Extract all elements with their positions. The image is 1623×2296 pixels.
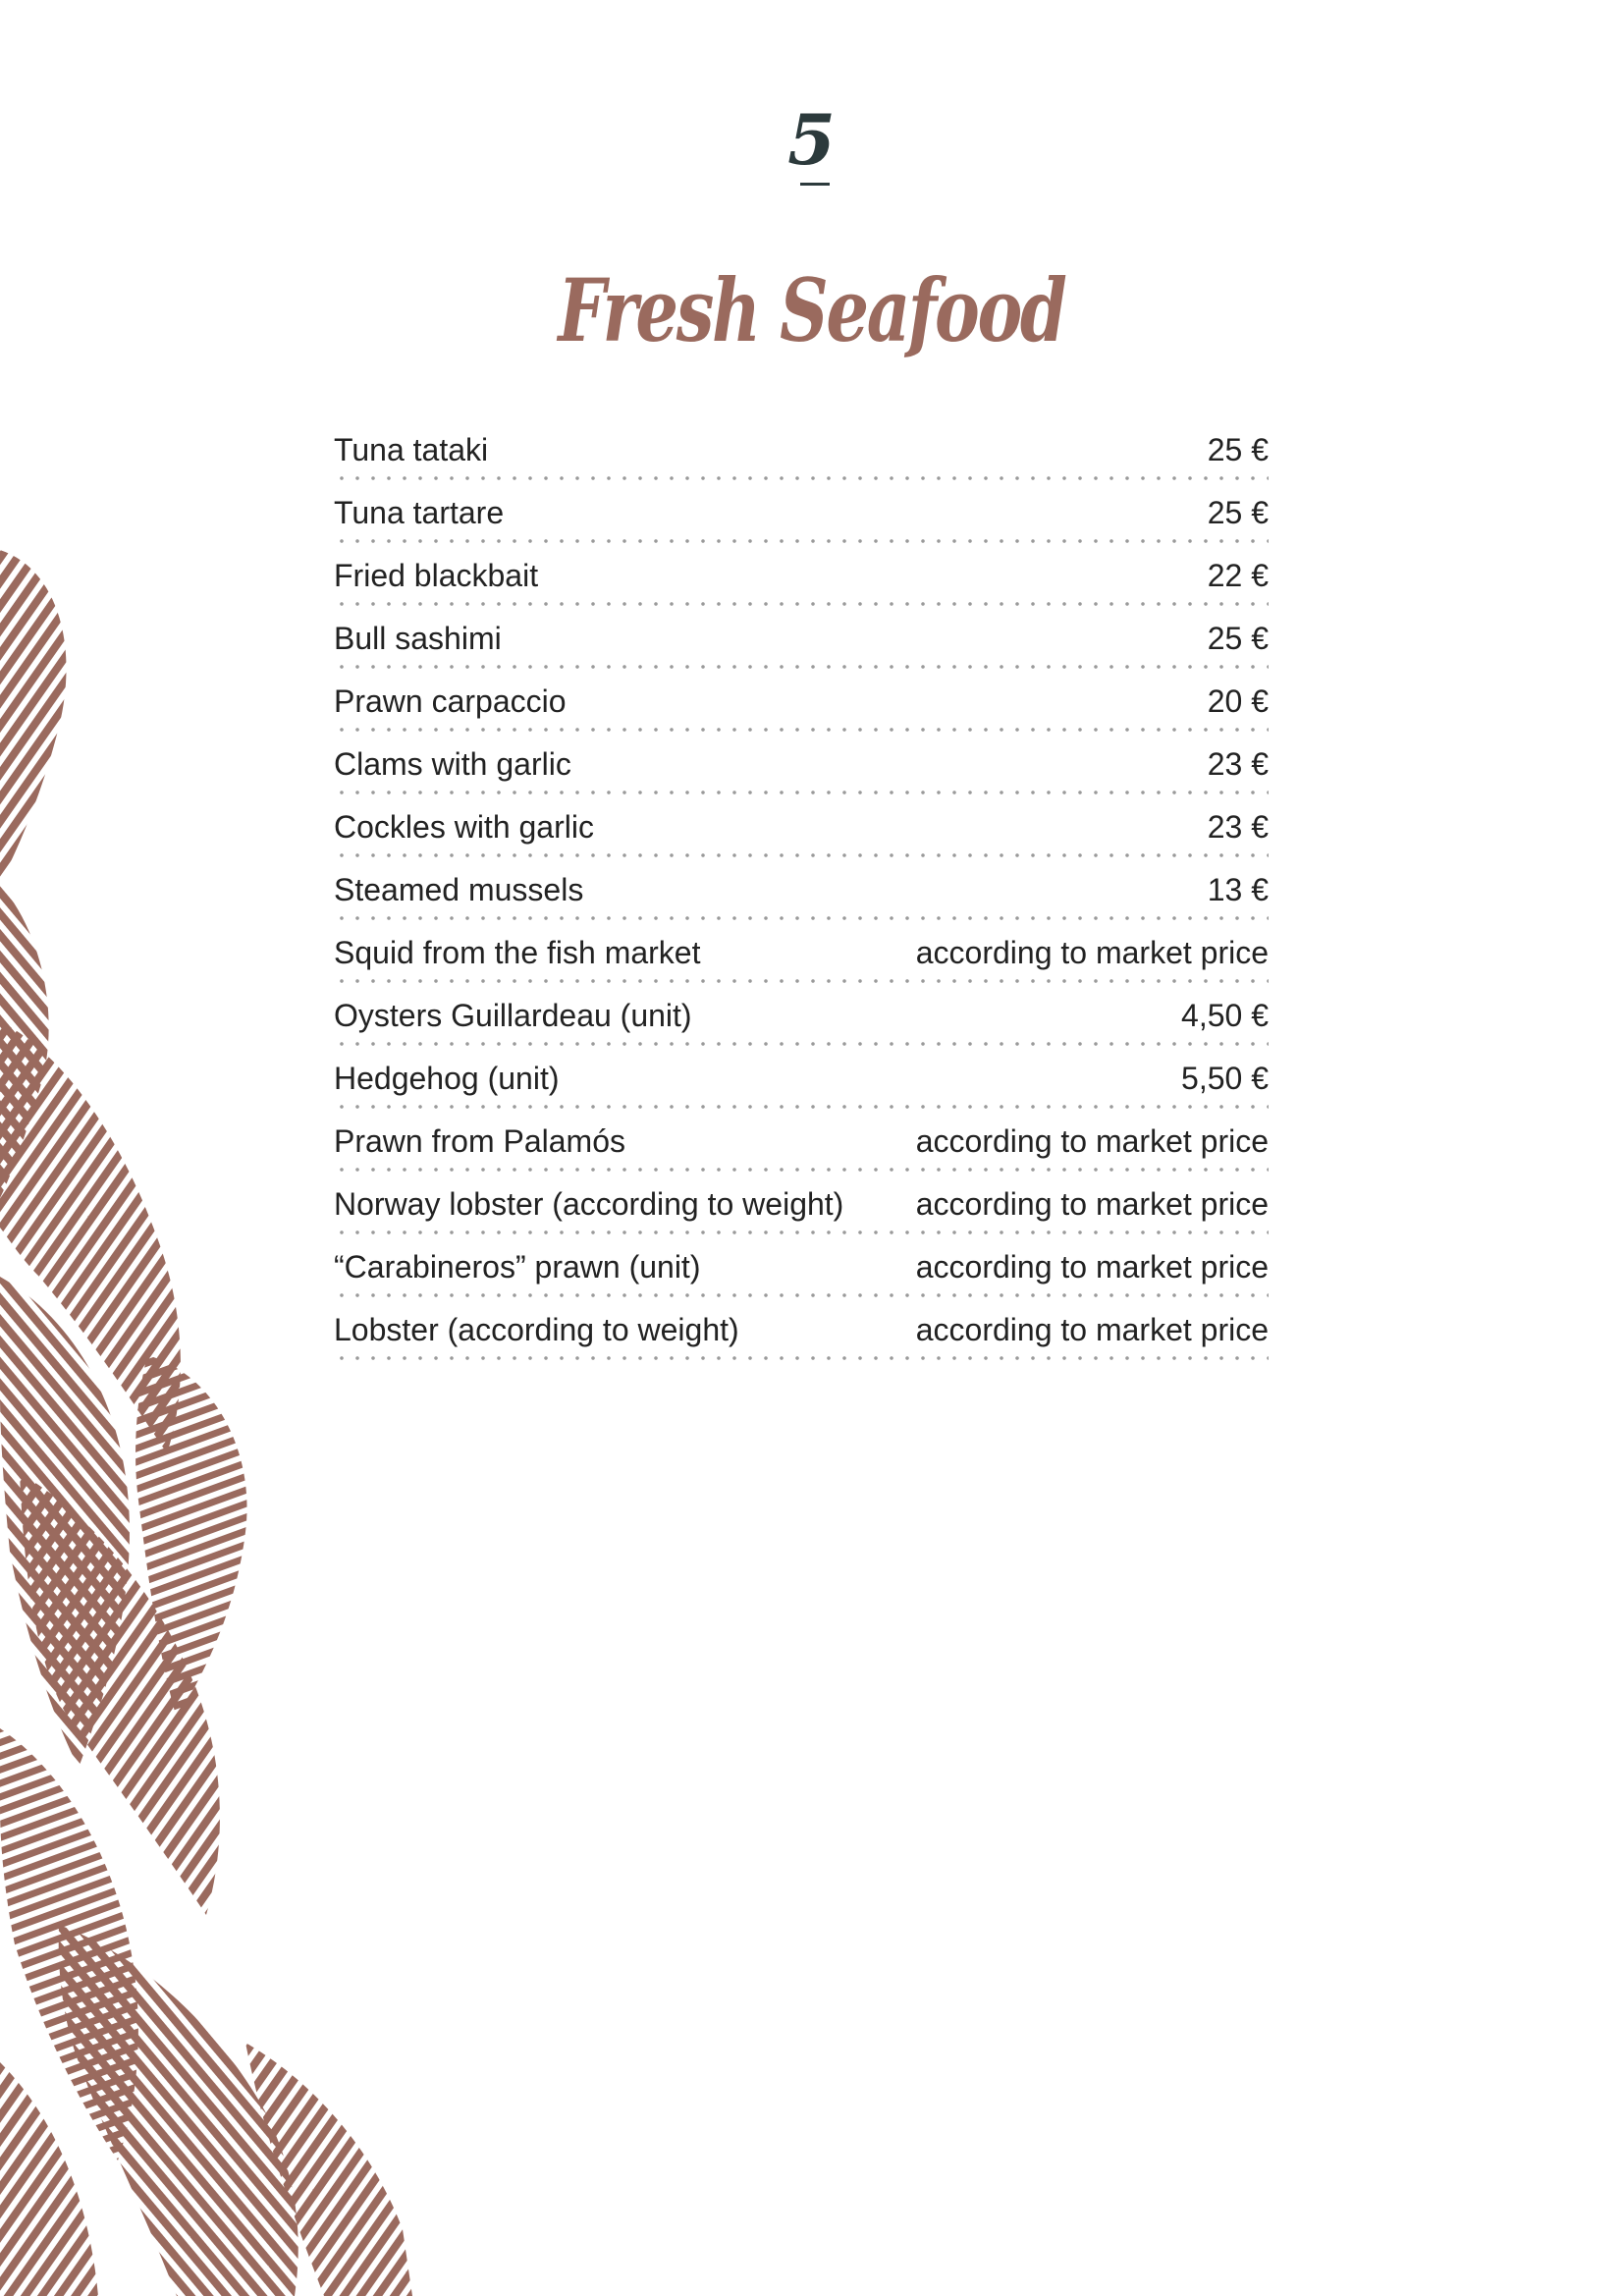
menu-item xyxy=(334,420,1269,483)
menu-item-name: Oysters Guillardeau (unit) xyxy=(334,998,692,1033)
menu-item-name: Squid from the fish market xyxy=(334,935,701,970)
menu-item-name: Bull sashimi xyxy=(334,621,502,656)
menu-item-price: 4,50 € xyxy=(1181,998,1269,1033)
menu-item xyxy=(334,483,1269,546)
menu-item xyxy=(334,986,1269,1049)
page-number: 5 xyxy=(787,99,836,181)
menu-item xyxy=(334,797,1269,860)
menu-item-price: 25 € xyxy=(1207,621,1269,656)
menu-item-name: Clams with garlic xyxy=(334,746,571,782)
menu-item-price: according to market price xyxy=(915,1249,1269,1285)
menu-item xyxy=(334,735,1269,797)
menu-item-price: 22 € xyxy=(1207,558,1269,593)
menu-item-name: Prawn carpaccio xyxy=(334,683,567,719)
page-title: Fresh Seafood xyxy=(558,259,1065,361)
menu-item-price: according to market price xyxy=(915,1186,1269,1222)
menu-item-price: 23 € xyxy=(1207,746,1269,782)
menu-item-price: according to market price xyxy=(915,1123,1269,1159)
menu-item xyxy=(334,1112,1269,1175)
menu-item-name: Lobster (according to weight) xyxy=(334,1312,739,1347)
menu-item-price: according to market price xyxy=(915,1312,1269,1347)
menu-item-name: Steamed mussels xyxy=(334,872,584,907)
menu-item-name: Hedgehog (unit) xyxy=(334,1061,560,1096)
menu-item-name: Cockles with garlic xyxy=(334,809,594,845)
menu-item xyxy=(334,609,1269,672)
menu-item-name: Fried blackbait xyxy=(334,558,539,593)
menu-item-price: 25 € xyxy=(1207,432,1269,467)
menu-item-name: Tuna tataki xyxy=(334,432,489,467)
menu-item-price: 5,50 € xyxy=(1181,1061,1269,1096)
menu-item xyxy=(334,860,1269,923)
menu-item-price: 20 € xyxy=(1207,683,1269,719)
menu-item-name: Norway lobster (according to weight) xyxy=(334,1186,844,1222)
menu-item-name: Prawn from Palamós xyxy=(334,1123,625,1159)
menu-item-price: 25 € xyxy=(1207,495,1269,530)
menu-item-name: Tuna tartare xyxy=(334,495,505,530)
menu-item xyxy=(334,1300,1269,1363)
menu-item xyxy=(334,1237,1269,1300)
menu-item-price: 13 € xyxy=(1207,872,1269,907)
menu-item xyxy=(334,672,1269,735)
page-number-underline xyxy=(800,183,830,186)
menu-item-price: according to market price xyxy=(915,935,1269,970)
menu-item-name: “Carabineros” prawn (unit) xyxy=(334,1249,701,1285)
menu-item xyxy=(334,546,1269,609)
menu-item xyxy=(334,923,1269,986)
menu-list xyxy=(334,420,1269,1363)
menu-item xyxy=(334,1049,1269,1112)
menu-item-price: 23 € xyxy=(1207,809,1269,845)
menu-item xyxy=(334,1175,1269,1237)
